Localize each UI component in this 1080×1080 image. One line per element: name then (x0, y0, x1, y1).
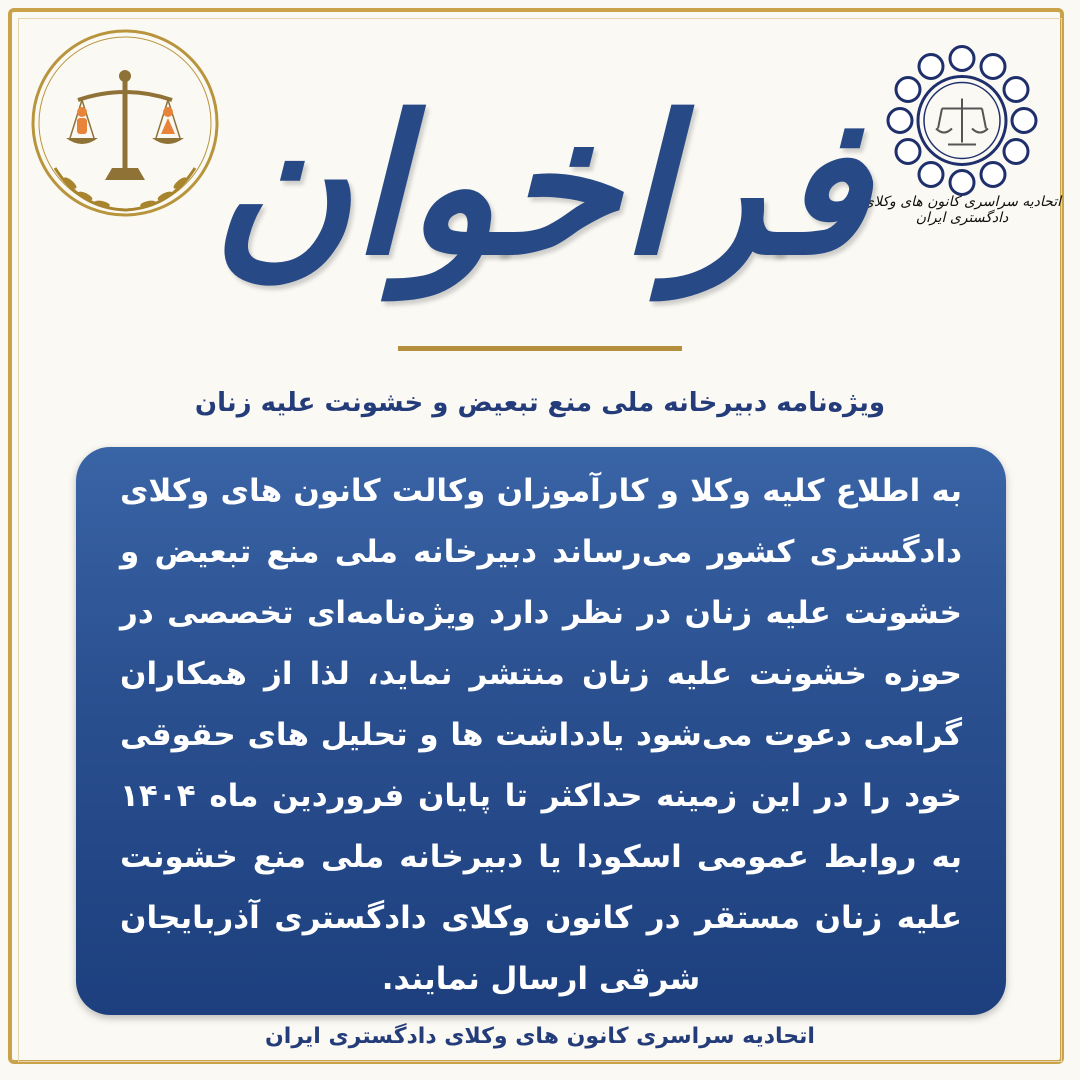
scales-of-justice-logo-icon (20, 18, 230, 228)
footer-organization: اتحادیه سراسری کانون های وکلای دادگستری ایران (265, 1024, 815, 1049)
subtitle: ویژه‌نامه دبیرخانه ملی منع تبعیض و خشونت علیه زنان (194, 388, 886, 418)
announcement-panel (76, 447, 1006, 1015)
announcement-text: به اطلاع کلیه وکلا و کارآموزان وکالت کانون های وکلای دادگستری کشور می‌رساند دبیرخانه ملی منع تبعیض و خشونت علیه زنان در نظر دارد ویژه‌نامه‌ای تخصصی در حوزه خشونت علیه زنان منتشر نماید، لذا از همکاران گرامی دعوت می‌شود یادداشت ها و تحلیل های حقوقی خود را در این زمینه حداکثر تا پایان فروردین ماه ۱۴۰۴ به روابط عمومی اسکودا یا دبیرخانه ملی منع خشونت علیه زنان مستقر در کانون وکلای دادگستری آذربایجان شرقی ارسال نمایند. (120, 473, 962, 997)
title-divider (398, 346, 682, 351)
right-logo-caption: اتحادیه سراسری کانون های وکلای دادگستری ایران (863, 194, 1061, 226)
bar-association-logo-icon (862, 22, 1062, 226)
page-title: فراخوان (211, 73, 869, 297)
